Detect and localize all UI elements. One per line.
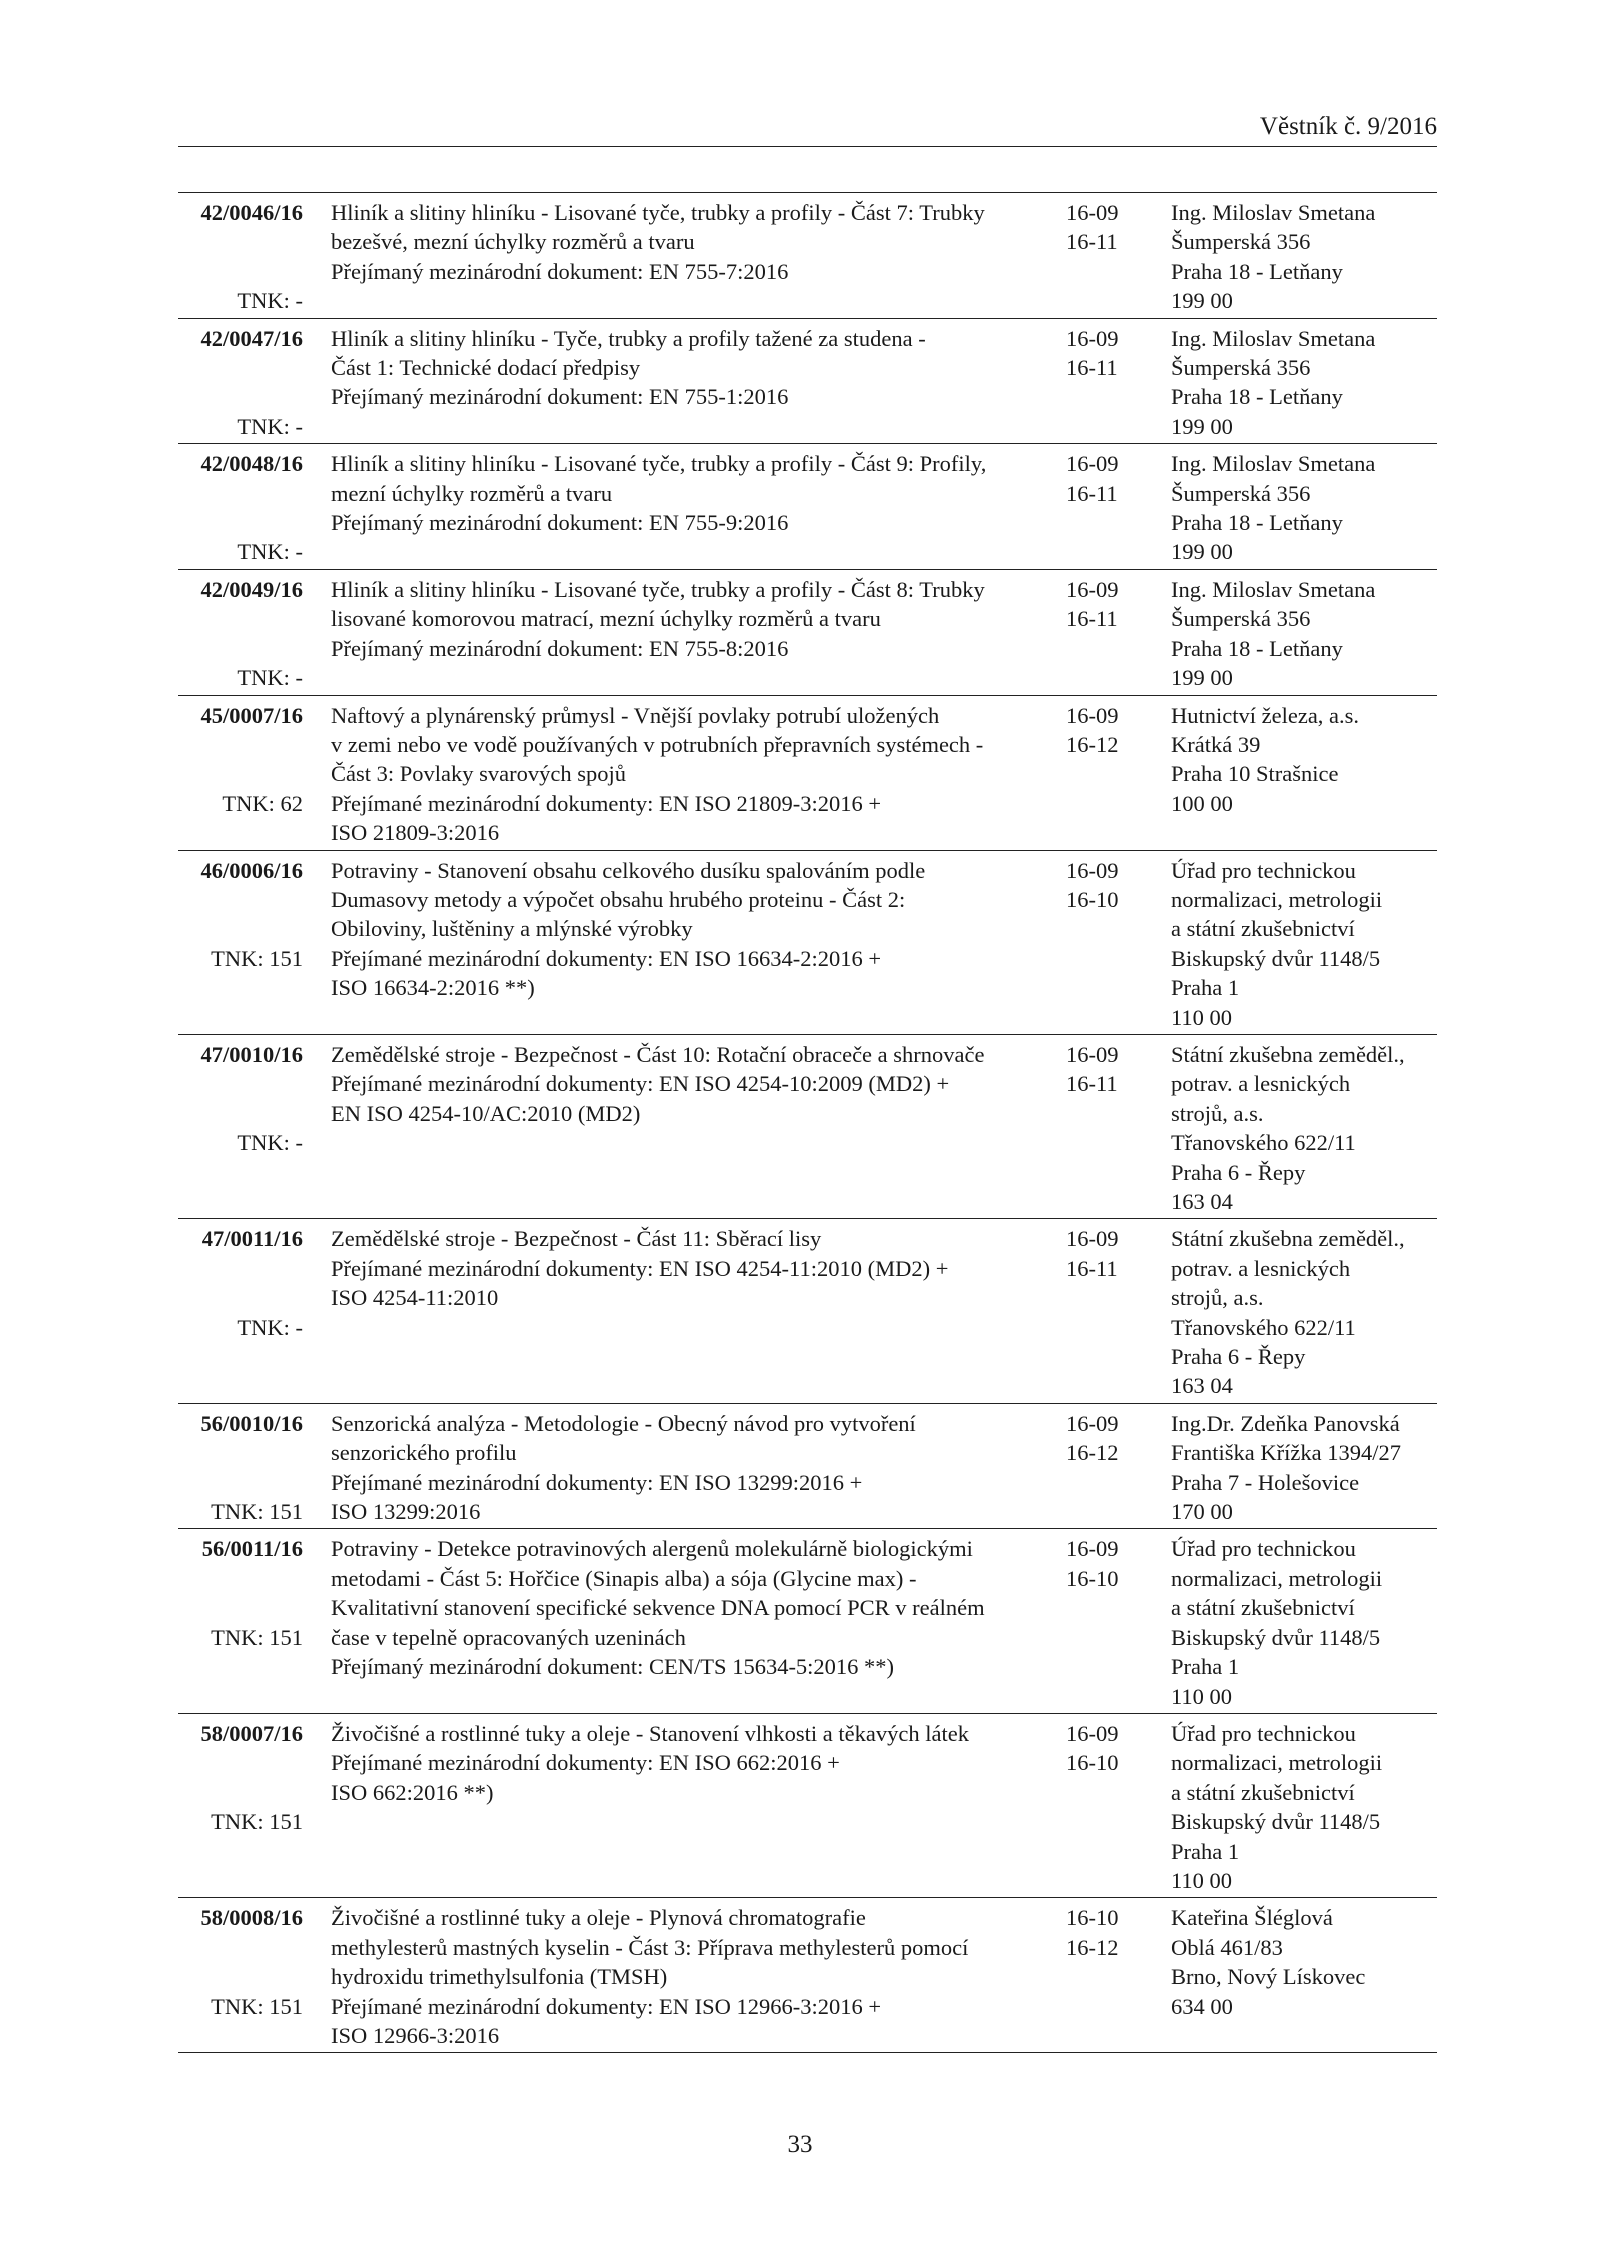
entry-title-line: metodami - Část 5: Hořčice (Sinapis alba) a sója (Glycine max) -	[331, 1565, 917, 1591]
entry-contact-line: Třanovského 622/11	[1171, 1130, 1356, 1156]
entry-title-cell	[331, 695, 1066, 850]
entry-contact-cell	[1171, 318, 1437, 444]
entry-tnk: TNK: -	[237, 665, 303, 691]
entry-contact-line: Praha 1	[1171, 975, 1240, 1001]
entry-date: 16-09	[1066, 1226, 1119, 1252]
entry-date: 16-09	[1066, 1720, 1119, 1746]
entry-id-wrapper	[178, 1534, 303, 1652]
standards-table	[178, 192, 1437, 2053]
table-row	[178, 1403, 1437, 1529]
entry-contact-cell	[1171, 1403, 1437, 1529]
entry-tnk: TNK: 151	[211, 1624, 303, 1650]
entry-dates-cell	[1066, 444, 1171, 570]
entry-title-line: Přejímaný mezinárodní dokument: CEN/TS 15634-5:2016 **)	[331, 1654, 895, 1680]
entry-title-line: ISO 21809-3:2016	[331, 820, 500, 846]
entry-title-line: ISO 12966-3:2016	[331, 2022, 500, 2048]
entry-date: 16-11	[1066, 1255, 1118, 1281]
entry-contact-line: a státní zkušebnictví	[1171, 1595, 1355, 1621]
entry-contact-line: 634 00	[1171, 1993, 1233, 2019]
entry-contact-line: normalizaci, metrologii	[1171, 1565, 1383, 1591]
entry-tnk: TNK: 151	[211, 1499, 303, 1525]
entry-contact-line: Hutnictví železa, a.s.	[1171, 702, 1360, 728]
entry-title-line: Přejímané mezinárodní dokumenty: EN ISO 21809-3:2016 +	[331, 790, 882, 816]
table-row	[178, 1034, 1437, 1218]
entry-dates-cell	[1066, 1403, 1171, 1529]
entry-contact-line: potrav. a lesnických	[1171, 1255, 1351, 1281]
entry-contact-cell	[1171, 850, 1437, 1034]
entry-date: 16-09	[1066, 451, 1119, 477]
entry-title-line: v zemi nebo ve vodě používaných v potrubních přepravních systémech -	[331, 731, 984, 757]
entry-title-line: Živočišné a rostlinné tuky a oleje - Plynová chromatografie	[331, 1905, 866, 1931]
entry-contact-line: 199 00	[1171, 288, 1233, 314]
table-row	[178, 318, 1437, 444]
entry-tnk: TNK: -	[237, 1314, 303, 1340]
entry-title-line: Přejímaný mezinárodní dokument: EN 755-1:2016	[331, 384, 789, 410]
entry-contact-line: 100 00	[1171, 790, 1233, 816]
entry-dates-cell	[1066, 1034, 1171, 1218]
entry-title-cell	[331, 318, 1066, 444]
table-row	[178, 569, 1437, 695]
table-row	[178, 1529, 1437, 1713]
entry-title-line: Část 3: Povlaky svarových spojů	[331, 761, 626, 787]
entry-date: 16-11	[1066, 355, 1118, 381]
entry-date: 16-10	[1066, 1750, 1119, 1776]
entry-contact-line: Praha 18 - Letňany	[1171, 258, 1343, 284]
entry-contact-line: Praha 6 - Řepy	[1171, 1344, 1306, 1370]
entry-id-cell	[178, 318, 331, 444]
entry-number: 47/0011/16	[201, 1226, 303, 1252]
entry-id-wrapper	[178, 701, 303, 819]
entry-title-line: Přejímané mezinárodní dokumenty: EN ISO 4254-10:2009 (MD2) +	[331, 1071, 950, 1097]
entry-number: 58/0007/16	[200, 1720, 303, 1746]
entry-contact-line: Třanovského 622/11	[1171, 1314, 1356, 1340]
entry-contact-line: Šumperská 356	[1171, 355, 1311, 381]
entry-tnk: TNK: 151	[211, 1809, 303, 1835]
entry-date: 16-09	[1066, 325, 1119, 351]
entry-contact-line: strojů, a.s.	[1171, 1100, 1264, 1126]
entry-title-line: Živočišné a rostlinné tuky a oleje - Stanovení vlhkosti a těkavých látek	[331, 1720, 969, 1746]
entry-id-wrapper	[178, 198, 303, 316]
entry-contact-line: potrav. a lesnických	[1171, 1071, 1351, 1097]
table-row	[178, 1898, 1437, 2053]
entry-date: 16-09	[1066, 702, 1119, 728]
entry-id-cell	[178, 1034, 331, 1218]
entry-tnk: TNK: 151	[211, 1993, 303, 2019]
entry-title-line: Přejímané mezinárodní dokumenty: EN ISO 13299:2016 +	[331, 1469, 863, 1495]
entry-contact-line: Biskupský dvůr 1148/5	[1171, 1809, 1381, 1835]
entry-title-line: Kvalitativní stanovení specifické sekvence DNA pomocí PCR v reálném	[331, 1595, 985, 1621]
entry-contact-line: Praha 7 - Holešovice	[1171, 1469, 1360, 1495]
entry-contact-cell	[1171, 444, 1437, 570]
entry-title-line: Naftový a plynárenský průmysl - Vnější povlaky potrubí uložených	[331, 702, 940, 728]
entry-date: 16-09	[1066, 1041, 1119, 1067]
entry-contact-line: Šumperská 356	[1171, 480, 1311, 506]
table-row	[178, 1713, 1437, 1897]
entry-number: 42/0048/16	[200, 451, 303, 477]
table-row	[178, 193, 1437, 319]
entry-title-line: Potraviny - Stanovení obsahu celkového dusíku spalováním podle	[331, 857, 926, 883]
entry-contact-line: Praha 6 - Řepy	[1171, 1159, 1306, 1185]
table-row	[178, 850, 1437, 1034]
entry-contact-line: Biskupský dvůr 1148/5	[1171, 945, 1381, 971]
entry-title-line: Hliník a slitiny hliníku - Lisované tyče, trubky a profily - Část 9: Profily,	[331, 451, 987, 477]
entry-contact-line: 199 00	[1171, 539, 1233, 565]
entry-contact-line: Šumperská 356	[1171, 229, 1311, 255]
entry-id-cell	[178, 1403, 331, 1529]
entry-number: 42/0049/16	[200, 576, 303, 602]
entry-id-wrapper	[178, 1224, 303, 1342]
entry-title-line: Část 1: Technické dodací předpisy	[331, 355, 641, 381]
entry-title-line: ISO 662:2016 **)	[331, 1779, 494, 1805]
entry-title-line: ISO 16634-2:2016 **)	[331, 975, 535, 1001]
entry-contact-line: 110 00	[1171, 1683, 1233, 1709]
entry-date: 16-12	[1066, 1440, 1119, 1466]
entry-date: 16-11	[1066, 1071, 1118, 1097]
entry-title-cell	[331, 569, 1066, 695]
entry-id-wrapper	[178, 1903, 303, 2021]
entry-title-cell	[331, 1713, 1066, 1897]
entry-id-cell	[178, 193, 331, 319]
entry-contact-line: a státní zkušebnictví	[1171, 916, 1355, 942]
entry-title-line: Přejímaný mezinárodní dokument: EN 755-9:2016	[331, 510, 789, 536]
entry-contact-cell	[1171, 1713, 1437, 1897]
entry-contact-line: normalizaci, metrologii	[1171, 1750, 1383, 1776]
entry-title-line: Potraviny - Detekce potravinových alergenů molekulárně biologickými	[331, 1536, 973, 1562]
entry-title-line: EN ISO 4254-10/AC:2010 (MD2)	[331, 1100, 641, 1126]
entry-contact-cell	[1171, 1034, 1437, 1218]
entry-id-wrapper	[178, 856, 303, 974]
entry-date: 16-12	[1066, 731, 1119, 757]
entry-tnk: TNK: -	[237, 1130, 303, 1156]
entry-id-wrapper	[178, 324, 303, 442]
table-row	[178, 444, 1437, 570]
entry-contact-line: Úřad pro technickou	[1171, 1720, 1356, 1746]
entry-dates-cell	[1066, 1898, 1171, 2053]
table-row	[178, 1219, 1437, 1403]
entry-dates-cell	[1066, 1219, 1171, 1403]
entry-title-cell	[331, 1034, 1066, 1218]
entry-tnk: TNK: -	[237, 413, 303, 439]
entry-contact-line: Šumperská 356	[1171, 606, 1311, 632]
entry-contact-cell	[1171, 1219, 1437, 1403]
entry-id-cell	[178, 695, 331, 850]
entry-title-line: Přejímaný mezinárodní dokument: EN 755-8:2016	[331, 635, 789, 661]
entry-title-cell	[331, 193, 1066, 319]
entry-id-cell	[178, 850, 331, 1034]
entry-tnk: TNK: 62	[222, 790, 303, 816]
entry-contact-line: Brno, Nový Lískovec	[1171, 1964, 1366, 1990]
entry-title-line: mezní úchylky rozměrů a tvaru	[331, 480, 613, 506]
entry-title-line: Senzorická analýza - Metodologie - Obecný návod pro vytvoření	[331, 1410, 916, 1436]
entry-title-line: Přejímané mezinárodní dokumenty: EN ISO 662:2016 +	[331, 1750, 840, 1776]
entry-dates-cell	[1066, 695, 1171, 850]
entry-title-line: Přejímané mezinárodní dokumenty: EN ISO 4254-11:2010 (MD2) +	[331, 1255, 949, 1281]
entry-contact-line: 199 00	[1171, 413, 1233, 439]
entry-contact-line: Státní zkušebna zeměděl.,	[1171, 1041, 1405, 1067]
table-row	[178, 695, 1437, 850]
entry-number: 45/0007/16	[200, 702, 303, 728]
entry-contact-cell	[1171, 695, 1437, 850]
entry-title-line: ISO 13299:2016	[331, 1499, 481, 1525]
entry-contact-cell	[1171, 193, 1437, 319]
entry-title-line: Hliník a slitiny hliníku - Lisované tyče, trubky a profily - Část 8: Trubky	[331, 576, 985, 602]
entry-contact-line: Úřad pro technickou	[1171, 857, 1356, 883]
entry-dates-cell	[1066, 850, 1171, 1034]
entry-contact-line: Úřad pro technickou	[1171, 1536, 1356, 1562]
entry-date: 16-09	[1066, 200, 1119, 225]
entry-date: 16-11	[1066, 480, 1118, 506]
entry-title-line: Hliník a slitiny hliníku - Lisované tyče, trubky a profily - Část 7: Trubky	[331, 200, 985, 225]
entry-title-line: lisované komorovou matrací, mezní úchylky rozměrů a tvaru	[331, 606, 881, 632]
entry-contact-line: Ing. Miloslav Smetana	[1171, 451, 1376, 477]
entry-contact-line: 110 00	[1171, 1004, 1233, 1030]
entry-id-cell	[178, 569, 331, 695]
entry-contact-line: Státní zkušebna zeměděl.,	[1171, 1226, 1405, 1252]
entry-title-line: čase v tepelně opracovaných uzeninách	[331, 1624, 686, 1650]
entry-number: 58/0008/16	[200, 1905, 303, 1931]
entry-dates-cell	[1066, 318, 1171, 444]
entry-contact-line: 199 00	[1171, 665, 1233, 691]
entry-title-line: Dumasovy metody a výpočet obsahu hrubého proteinu - Část 2:	[331, 886, 906, 912]
entry-tnk: TNK: 151	[211, 945, 303, 971]
entry-number: 47/0010/16	[200, 1041, 303, 1067]
entry-title-line: ISO 4254-11:2010	[331, 1285, 499, 1311]
entry-title-line: Přejímané mezinárodní dokumenty: EN ISO 16634-2:2016 +	[331, 945, 882, 971]
entry-dates-cell	[1066, 193, 1171, 319]
entry-contact-line: Praha 1	[1171, 1838, 1240, 1864]
entry-title-line: bezešvé, mezní úchylky rozměrů a tvaru	[331, 229, 695, 255]
entry-contact-line: Praha 18 - Letňany	[1171, 510, 1343, 536]
entry-id-cell	[178, 1898, 331, 2053]
entry-contact-cell	[1171, 1529, 1437, 1713]
entry-contact-line: 163 04	[1171, 1373, 1233, 1399]
entry-number: 56/0010/16	[200, 1410, 303, 1436]
entry-date: 16-11	[1066, 606, 1118, 632]
entry-date: 16-09	[1066, 1410, 1119, 1436]
entry-contact-line: Praha 18 - Letňany	[1171, 384, 1343, 410]
entry-title-cell	[331, 1403, 1066, 1529]
page-header	[178, 112, 1437, 147]
entry-contact-line: strojů, a.s.	[1171, 1285, 1264, 1311]
entry-contact-line: Oblá 461/83	[1171, 1934, 1283, 1960]
entry-title-cell	[331, 444, 1066, 570]
entry-contact-cell	[1171, 569, 1437, 695]
entry-contact-line: Krátká 39	[1171, 731, 1261, 757]
entry-tnk: TNK: -	[237, 539, 303, 565]
entry-tnk: TNK: -	[237, 288, 303, 314]
entry-number: 56/0011/16	[201, 1536, 303, 1562]
entry-contact-line: normalizaci, metrologii	[1171, 886, 1383, 912]
entry-id-wrapper	[178, 1409, 303, 1527]
entry-id-wrapper	[178, 1040, 303, 1158]
entry-title-line: Přejímaný mezinárodní dokument: EN 755-7:2016	[331, 258, 789, 284]
entry-contact-line: Praha 10 Strašnice	[1171, 761, 1339, 787]
entry-id-wrapper	[178, 1719, 303, 1837]
entry-date: 16-10	[1066, 886, 1119, 912]
entry-title-line: methylesterů mastných kyselin - Část 3: Příprava methylesterů pomocí	[331, 1934, 969, 1960]
standards-table-body	[178, 193, 1437, 2053]
entry-contact-line: 170 00	[1171, 1499, 1233, 1525]
entry-date: 16-10	[1066, 1905, 1119, 1931]
entry-id-cell	[178, 1713, 331, 1897]
entry-number: 42/0047/16	[200, 325, 303, 351]
entry-id-wrapper	[178, 449, 303, 567]
entry-title-cell	[331, 1529, 1066, 1713]
entry-dates-cell	[1066, 569, 1171, 695]
entry-date: 16-09	[1066, 576, 1119, 602]
entry-dates-cell	[1066, 1713, 1171, 1897]
entry-title-line: Zemědělské stroje - Bezpečnost - Část 10: Rotační obraceče a shrnovače	[331, 1041, 985, 1067]
entry-id-cell	[178, 1529, 331, 1713]
entry-contact-cell	[1171, 1898, 1437, 2053]
entry-date: 16-09	[1066, 1536, 1119, 1562]
entry-dates-cell	[1066, 1529, 1171, 1713]
entry-number: 42/0046/16	[200, 200, 303, 225]
entry-contact-line: Ing.Dr. Zdeňka Panovská	[1171, 1410, 1400, 1436]
entry-date: 16-11	[1066, 229, 1118, 255]
entry-contact-line: 163 04	[1171, 1189, 1233, 1214]
entry-contact-line: Františka Křížka 1394/27	[1171, 1440, 1401, 1466]
entry-title-line: Obiloviny, luštěniny a mlýnské výrobky	[331, 916, 693, 942]
entry-contact-line: Kateřina Šléglová	[1171, 1905, 1333, 1931]
entry-title-cell	[331, 850, 1066, 1034]
entry-contact-line: 110 00	[1171, 1867, 1233, 1893]
entry-contact-line: Praha 18 - Letňany	[1171, 635, 1343, 661]
entry-title-line: Hliník a slitiny hliníku - Tyče, trubky a profily tažené za studena -	[331, 325, 926, 351]
entry-id-wrapper	[178, 575, 303, 693]
entry-title-line: Přejímané mezinárodní dokumenty: EN ISO 12966-3:2016 +	[331, 1993, 882, 2019]
entry-contact-line: Ing. Miloslav Smetana	[1171, 325, 1376, 351]
page-number: 33	[787, 2131, 813, 2158]
entry-contact-line: Praha 1	[1171, 1654, 1240, 1680]
entry-title-line: hydroxidu trimethylsulfonia (TMSH)	[331, 1964, 668, 1990]
entry-date: 16-09	[1066, 857, 1119, 883]
entry-id-cell	[178, 1219, 331, 1403]
entry-contact-line: Ing. Miloslav Smetana	[1171, 576, 1376, 602]
bulletin-title: Věstník č. 9/2016	[1259, 113, 1437, 140]
entry-number: 46/0006/16	[200, 857, 303, 883]
entry-contact-line: Biskupský dvůr 1148/5	[1171, 1624, 1381, 1650]
entry-title-cell	[331, 1898, 1066, 2053]
entry-title-line: Zemědělské stroje - Bezpečnost - Část 11: Sběrací lisy	[331, 1226, 822, 1252]
entry-contact-line: Ing. Miloslav Smetana	[1171, 200, 1376, 225]
entry-title-line: senzorického profilu	[331, 1440, 517, 1466]
entry-id-cell	[178, 444, 331, 570]
entry-contact-line: a státní zkušebnictví	[1171, 1779, 1355, 1805]
entry-date: 16-12	[1066, 1934, 1119, 1960]
entry-title-cell	[331, 1219, 1066, 1403]
entry-date: 16-10	[1066, 1565, 1119, 1591]
